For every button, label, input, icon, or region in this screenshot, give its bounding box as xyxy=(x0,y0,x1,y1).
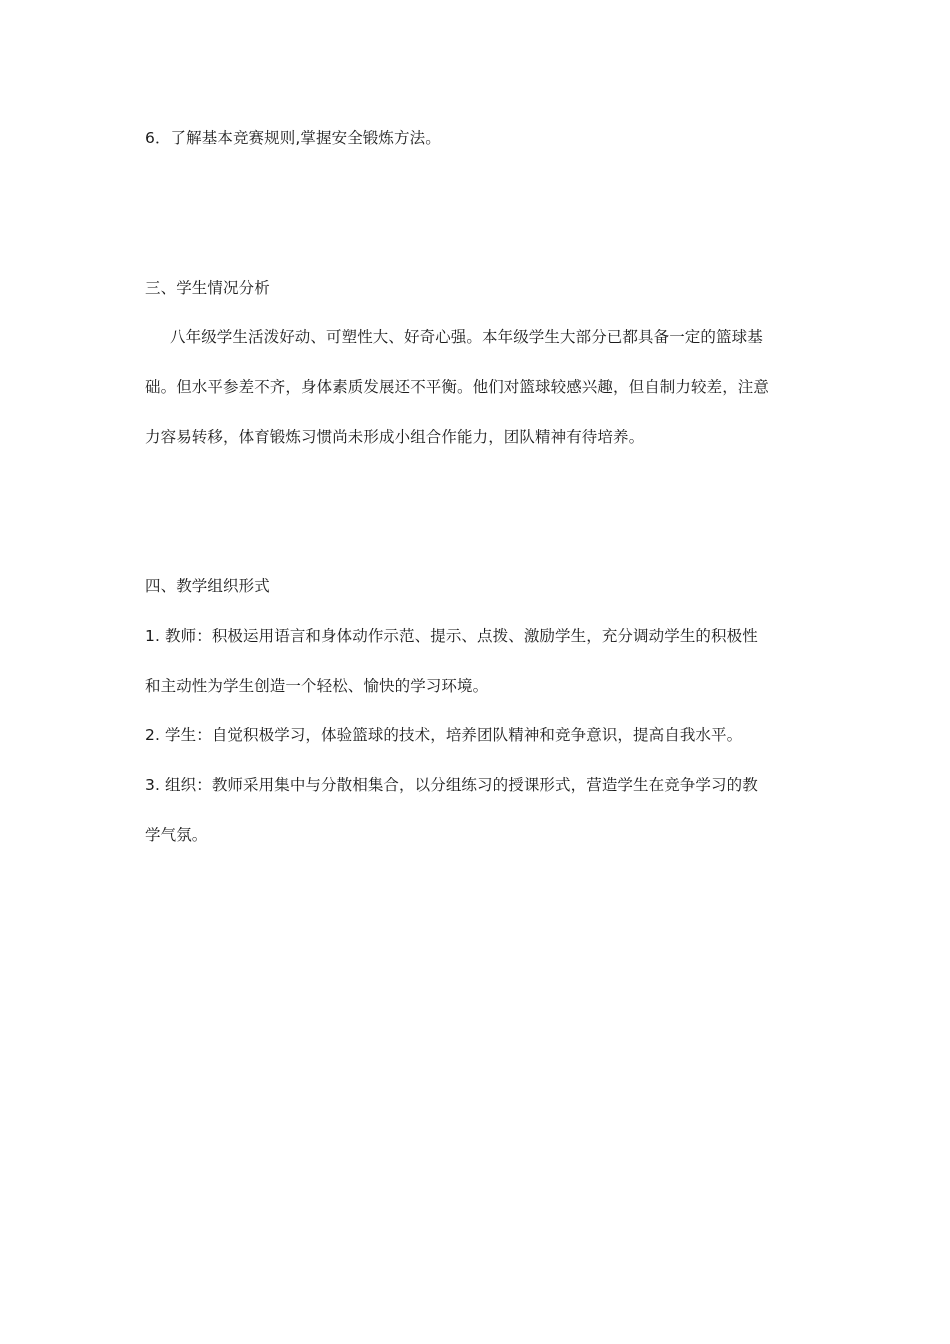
organization-item-3-line-2: 学气氛。 xyxy=(145,826,208,844)
section-heading-student-analysis: 三、学生情况分析 xyxy=(145,279,270,297)
student-analysis-line-1: 八年级学生活泼好动、可塑性大、好奇心强。本年级学生大部分已都具备一定的篮球基 xyxy=(170,328,763,346)
organization-item-3-line-1: 3. 组织：教师采用集中与分散相集合，以分组练习的授课形式，营造学生在竞争学习的教 xyxy=(145,776,758,794)
student-analysis-line-2: 础。但水平参差不齐，身体素质发展还不平衡。他们对篮球较感兴趣，但自制力较差，注意 xyxy=(145,378,770,396)
organization-item-1-line-2: 和主动性为学生创造一个轻松、愉快的学习环境。 xyxy=(145,677,489,695)
organization-item-2: 2. 学生：自觉积极学习，体验篮球的技术，培养团队精神和竞争意识，提高自我水平。 xyxy=(145,726,743,744)
student-analysis-line-3: 力容易转移，体育锻炼习惯尚未形成小组合作能力，团队精神有待培养。 xyxy=(145,428,645,446)
organization-item-1-line-1: 1. 教师：积极运用语言和身体动作示范、提示、点拨、激励学生，充分调动学生的积极性 xyxy=(145,627,758,645)
section-heading-teaching-organization: 四、教学组织形式 xyxy=(145,577,270,595)
objective-item-6: 6．了解基本竞赛规则,掌握安全锻炼方法。 xyxy=(145,129,441,147)
